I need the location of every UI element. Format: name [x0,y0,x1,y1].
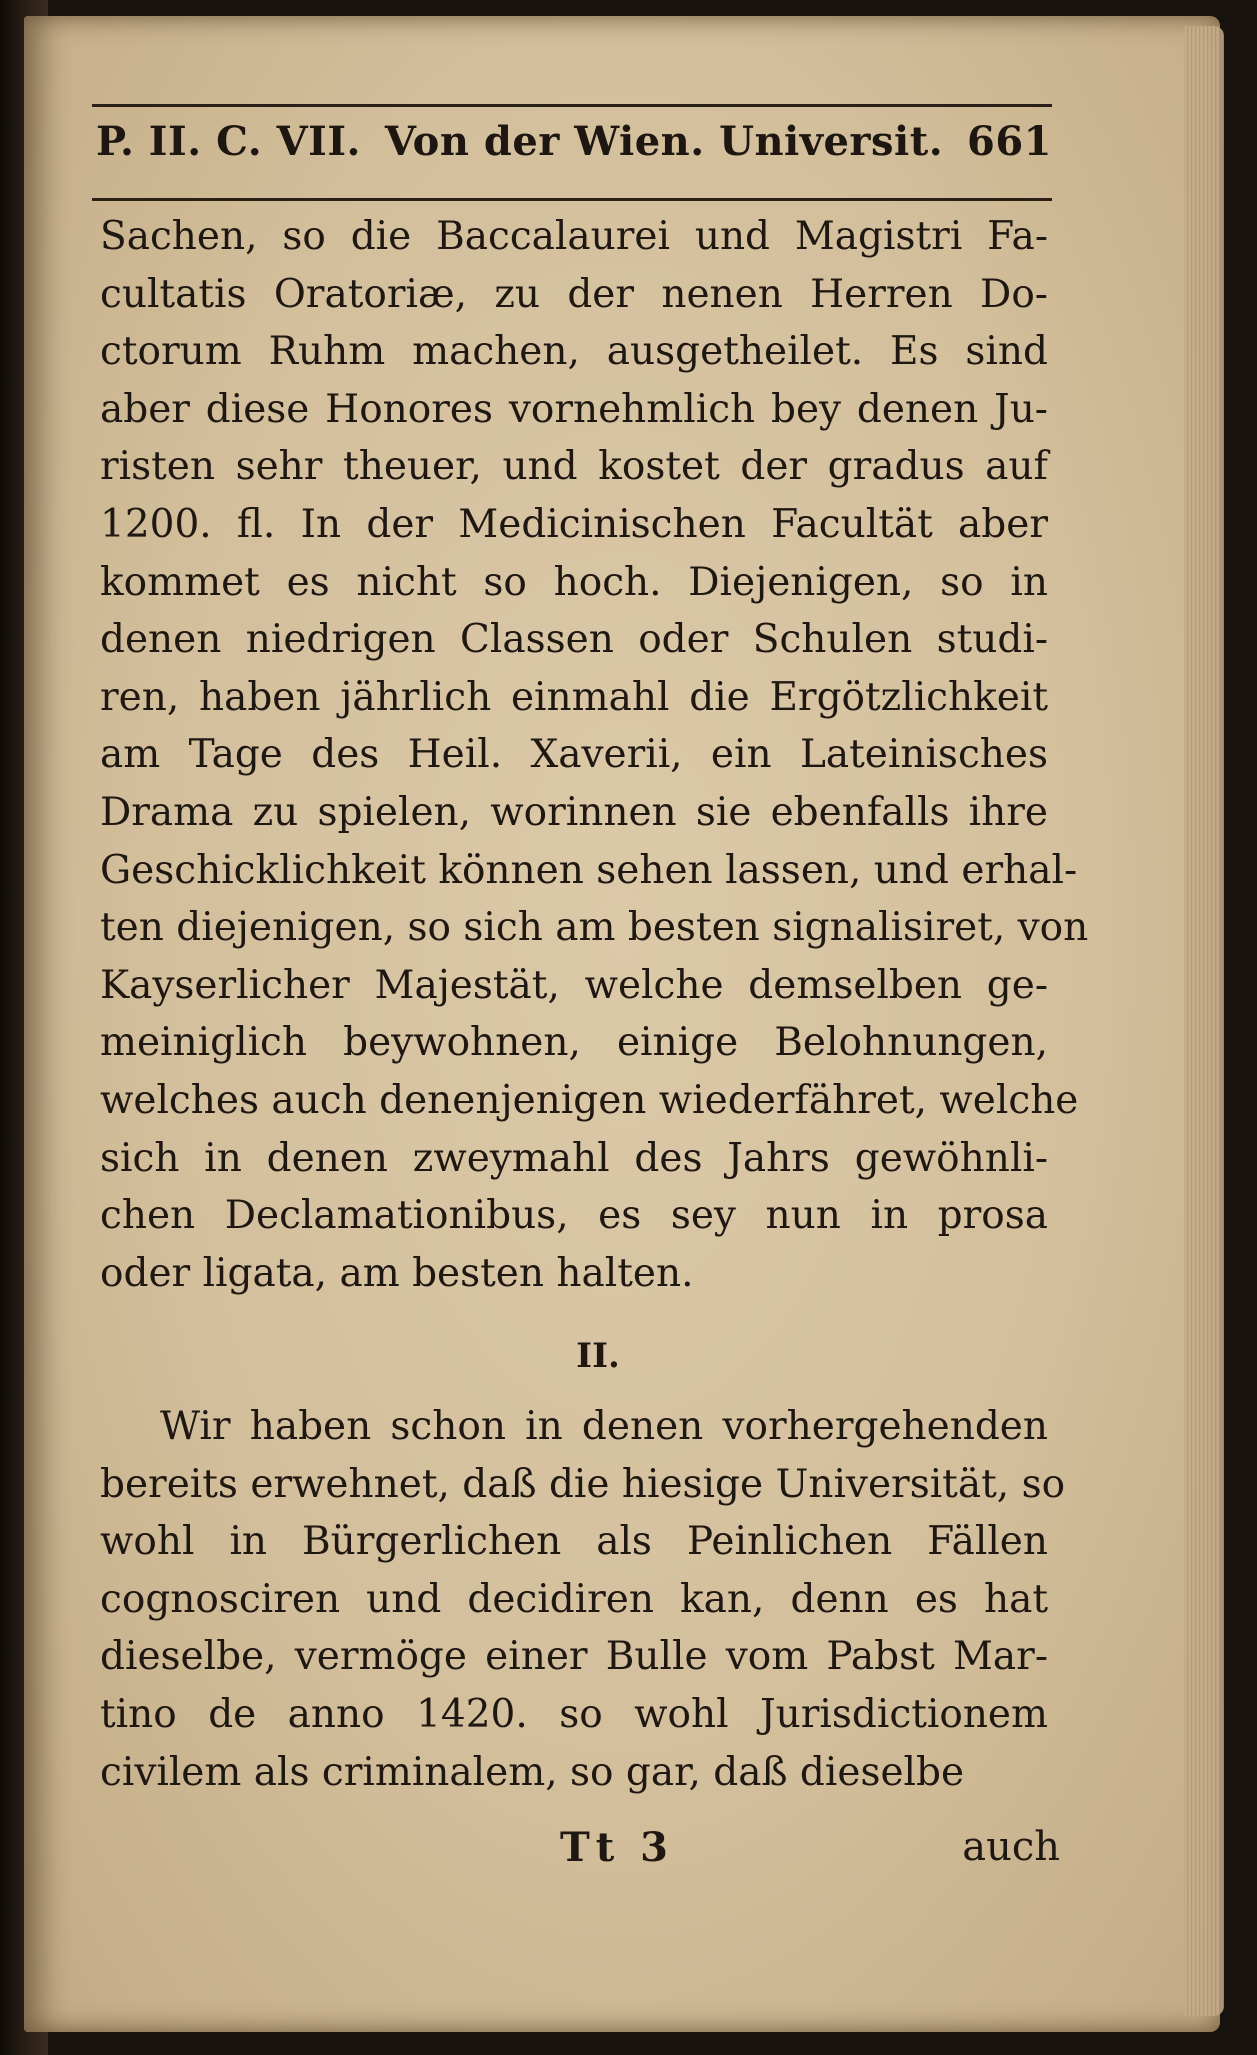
text-line: chen Declamationibus, es sey nun in prosa [100,1193,1048,1239]
text-line: aber diese Honores vornehmlich bey denen Ju- [100,386,1048,432]
text-line: oder ligata, am besten halten. [100,1250,694,1296]
header-title: Von der Wien. Universit. [384,118,944,165]
text-line: cultatis Oratoriæ, zu der nenen Herren Do- [100,271,1048,317]
page-number: 661 [966,118,1052,165]
page-edges [1184,26,1224,2016]
text-line: am Tage des Heil. Xaverii, ein Lateinisches [100,732,1048,778]
paragraph-1 [100,208,1089,1302]
text-line: wohl in Bürgerlichen als Peinlichen Fällen [100,1519,1048,1565]
header-rule-top [92,104,1052,107]
text-line: risten sehr theuer, und kostet der gradus auf [100,444,1048,490]
catchword: auch [962,1824,1060,1870]
header-rule-bottom [92,198,1052,201]
text-line: welches auch denenjenigen wiederfähret, welche [100,1077,1079,1123]
text-line: Kayserlicher Majestät, welche demselben ge- [100,962,1048,1008]
section-number: II. [576,1336,620,1376]
text-line: Geschicklichkeit können sehen lassen, und erhal- [100,847,1078,893]
text-line: meiniglich beywohnen, einige Belohnungen, [100,1020,1048,1066]
signature-mark: Tt 3 [560,1824,674,1871]
header-section: P. II. C. VII. [96,118,361,165]
text-line: bereits erwehnet, daß die hiesige Universität, so [100,1461,1066,1507]
text-line: Sachen, so die Baccalaurei und Magistri Fa- [100,214,1048,259]
text-line: ten diejenigen, so sich am besten signalisiret, von [100,905,1089,951]
text-line: denen niedrigen Classen oder Schulen studi- [100,617,1048,663]
text-line: ren, haben jährlich einmahl die Ergötzlichkeit [100,674,1048,720]
text-line: kommet es nicht so hoch. Diejenigen, so in [100,559,1048,605]
text-line: Wir haben schon in denen vorhergehenden [160,1404,1048,1449]
text-line: sich in denen zweymahl des Jahrs gewöhnli- [100,1135,1048,1181]
text-line: tino de anno 1420. so wohl Jurisdictionem [100,1691,1048,1737]
running-header [96,118,1052,165]
text-line: Drama zu spielen, worinnen sie ebenfalls ihre [100,789,1048,835]
text-line: civilem als criminalem, so gar, daß dieselbe [100,1749,965,1795]
text-line: dieselbe, vermöge einer Bulle vom Pabst Mar- [100,1634,1048,1680]
page-footer [560,1824,1060,1871]
text-line: ctorum Ruhm machen, ausgetheilet. Es sind [100,329,1048,375]
paragraph-2 [100,1398,1066,1801]
text-line: 1200. fl. In der Medicinischen Facultät aber [100,501,1048,547]
text-line: cognosciren und decidiren kan, denn es hat [100,1576,1048,1622]
